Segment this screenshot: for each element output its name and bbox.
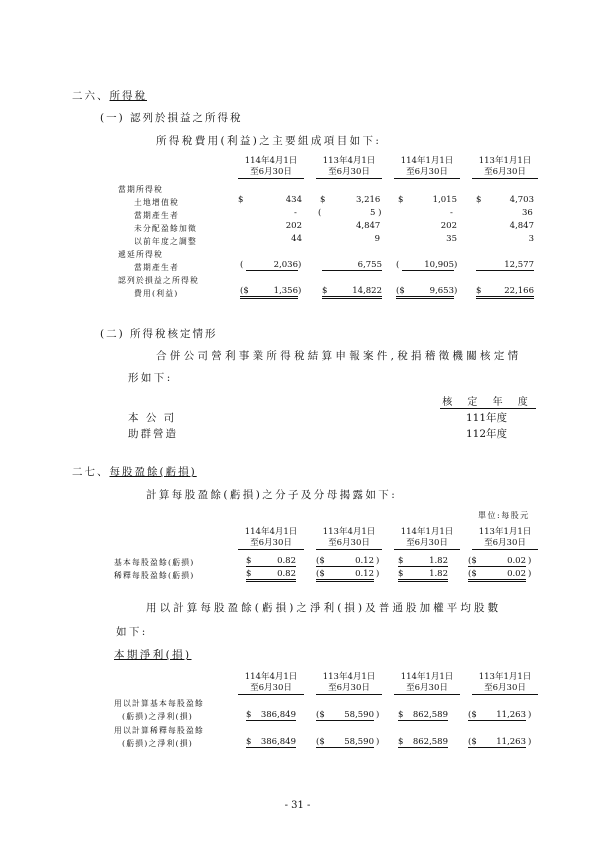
- section-27-paragraph-line2: 如下:: [116, 626, 148, 638]
- section-27-heading: [72, 464, 197, 479]
- tax-cell: 6,755: [322, 260, 382, 271]
- sub-2-heading: [100, 326, 218, 341]
- tax-cell: -: [294, 208, 297, 218]
- sub-2-paragraph-line1: 合併公司營利事業所得稅結算申報案件,稅捐稽徵機關核定情: [156, 350, 522, 362]
- sub-2-label: (二): [100, 328, 125, 340]
- section-27-prefix: 二七、: [72, 466, 110, 478]
- eps-row-label: 稀釋每股盈餘(虧損): [114, 571, 195, 580]
- tax-row-label: 土地增值稅: [134, 198, 179, 207]
- tax-cell: 4,703: [509, 195, 534, 205]
- section-27-paragraph-line1: 用以計算每股盈餘(虧損)之淨利(損)及普通股加權平均股數: [146, 602, 502, 614]
- tax-cell: -: [450, 208, 453, 218]
- tax-col-header-2: 113年4月1日 至6月30日: [316, 156, 382, 179]
- sub-1-title: 認列於損益之所得稅: [130, 112, 243, 124]
- tax-row-label: 未分配盈餘加徵: [134, 224, 197, 233]
- unit-label: 單位:每股元: [478, 511, 530, 520]
- net-cell: $ 386,849: [246, 710, 296, 720]
- eps-cell: $ 1.82: [398, 569, 448, 582]
- assessed-year: 112年度: [466, 428, 508, 440]
- tax-cell: 44: [291, 234, 302, 244]
- sub-1-label: (一): [100, 112, 125, 124]
- sub-1-heading: [100, 110, 243, 125]
- tax-row-label: 以前年度之調整: [134, 237, 197, 246]
- eps-col-header-4: 113年1月1日 至6月30日: [472, 527, 538, 550]
- tax-cell: 5 ): [370, 208, 382, 218]
- section-26-prefix: 二六、: [72, 90, 110, 102]
- eps-col-header-3: 114年1月1日 至6月30日: [394, 527, 460, 550]
- page-number: - 31 -: [284, 800, 311, 811]
- sub-1-intro: 所得稅費用(利益)之主要組成項目如下:: [156, 135, 382, 147]
- tax-cell: 12,577: [476, 260, 534, 271]
- sub-2-title: 所得稅核定情形: [130, 328, 218, 340]
- tax-cell: 4,847: [356, 221, 381, 231]
- tax-row-label: 遞延所得稅: [118, 250, 163, 259]
- tax-cell: 3,216: [356, 195, 381, 205]
- eps-cell: ($ 0.02: [468, 569, 526, 582]
- paren-open: (: [240, 260, 244, 270]
- net-col-header-3: 114年1月1日 至6月30日: [394, 672, 460, 695]
- tax-cell: 36: [522, 208, 533, 218]
- currency-sign: $: [398, 195, 404, 205]
- net-cell: ($ 58,590: [316, 737, 374, 747]
- tax-cell: $ 14,822: [322, 286, 382, 299]
- tax-cell: 9: [374, 234, 380, 244]
- sub-2-paragraph-line2: 形如下:: [128, 372, 173, 384]
- tax-cell: 4,847: [509, 221, 534, 231]
- net-row-label-line2: (虧損)之淨利(損): [122, 739, 193, 748]
- tax-row-label: 當期產生者: [134, 211, 179, 220]
- net-col-header-4: 113年1月1日 至6月30日: [472, 672, 538, 695]
- tax-row-label: 當期所得稅: [118, 185, 163, 194]
- section-26-heading: [72, 88, 147, 103]
- tax-cell: 202: [440, 221, 457, 231]
- paren-open: (: [396, 260, 400, 270]
- eps-cell: $ 0.82: [246, 569, 296, 582]
- tax-cell: 1,015: [432, 195, 457, 205]
- net-cell: ($ 58,590: [316, 710, 374, 720]
- assessed-entity: 本 公 司: [128, 412, 177, 424]
- currency-sign: $: [238, 195, 244, 205]
- section-26-title: 所得稅: [109, 90, 147, 102]
- tax-cell: 2,036: [246, 260, 298, 271]
- eps-col-header-2: 113年4月1日 至6月30日: [316, 527, 382, 550]
- tax-col-header-1: 114年4月1日 至6月30日: [238, 156, 304, 179]
- section-27-intro: 計算每股盈餘(虧損)之分子及分母揭露如下:: [146, 489, 398, 501]
- tax-cell: 10,905: [402, 260, 454, 271]
- currency-sign: $: [320, 195, 326, 205]
- assessed-entity: 助群營造: [128, 428, 178, 440]
- section-27-title: 每股盈餘(虧損): [109, 466, 197, 478]
- tax-cell: 202: [285, 221, 302, 231]
- tax-cell: ($ 1,356: [240, 286, 298, 299]
- tax-row-label: 當期產生者: [134, 263, 179, 272]
- net-row-label-line1: 用以計算稀釋每股盈餘: [114, 726, 204, 735]
- eps-cell: $ 1.82: [398, 556, 448, 566]
- net-col-header-1: 114年4月1日 至6月30日: [238, 672, 304, 695]
- tax-col-header-4: 113年1月1日 至6月30日: [472, 156, 538, 179]
- eps-col-header-1: 114年4月1日 至6月30日: [238, 527, 304, 550]
- eps-row-label: 基本每股盈餘(虧損): [114, 558, 195, 567]
- tax-cell: $ 22,166: [476, 286, 534, 299]
- tax-cell: ($ 9,653: [396, 286, 454, 299]
- tax-row-label: 認列於損益之所得稅: [118, 276, 199, 285]
- net-cell: ($ 11,263: [468, 710, 526, 720]
- tax-cell: 3: [528, 234, 534, 244]
- eps-cell: $ 0.82: [246, 556, 296, 566]
- net-cell: $ 862,589: [398, 710, 448, 720]
- tax-col-header-3: 114年1月1日 至6月30日: [394, 156, 460, 179]
- net-cell: $ 862,589: [398, 737, 448, 747]
- net-income-title: 本期淨利(損): [114, 649, 192, 661]
- tax-cell: 434: [285, 195, 302, 205]
- assessed-year-header: 核 定 年 度: [440, 393, 536, 409]
- currency-sign: $: [476, 195, 482, 205]
- net-col-header-2: 113年4月1日 至6月30日: [316, 672, 382, 695]
- assessed-year: 111年度: [466, 412, 508, 424]
- eps-cell: ($ 0.12: [316, 569, 374, 582]
- net-row-label-line2: (虧損)之淨利(損): [122, 712, 193, 721]
- tax-row-label: 費用(利益): [134, 289, 179, 298]
- eps-cell: ($ 0.02: [468, 556, 526, 566]
- paren-open: (: [318, 208, 322, 218]
- eps-cell: ($ 0.12: [316, 556, 374, 566]
- net-cell: ($ 11,263: [468, 737, 526, 747]
- net-cell: $ 386,849: [246, 737, 296, 747]
- tax-cell: 35: [446, 234, 457, 244]
- net-row-label-line1: 用以計算基本每股盈餘: [114, 699, 204, 708]
